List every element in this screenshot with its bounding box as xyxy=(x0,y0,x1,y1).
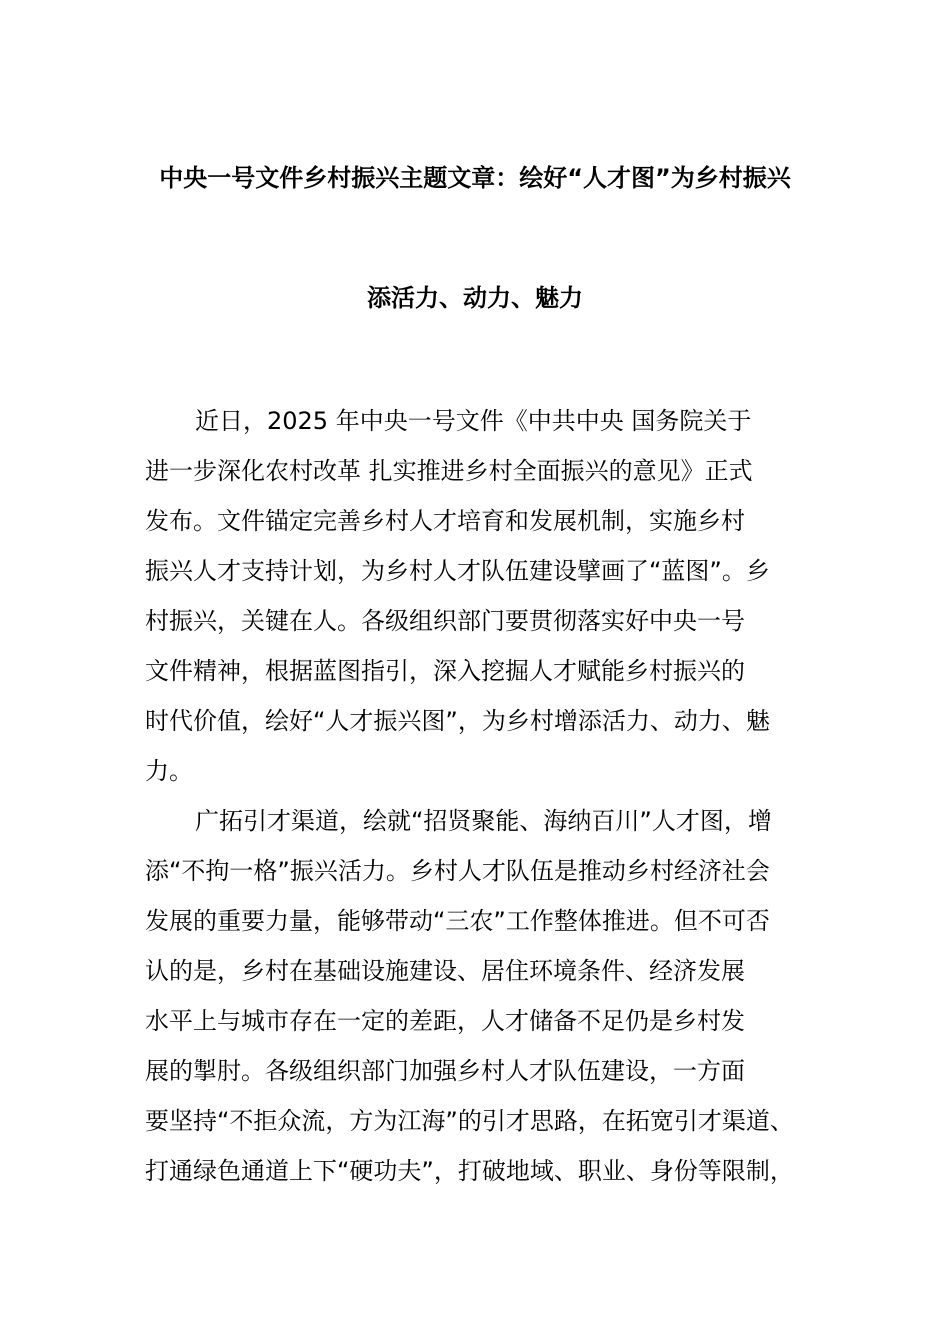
paragraph-line: 打通绿色通道上下“硬功夫”，打破地域、职业、身份等限制， xyxy=(145,1157,794,1185)
document-title-line-1: 中央一号文件乡村振兴主题文章：绘好“人才图”为乡村振兴 xyxy=(159,164,791,192)
paragraph-1 xyxy=(145,396,815,796)
paragraph-line: 广拓引才渠道，绘就“招贤聚能、海纳百川”人才图，增 xyxy=(195,807,772,835)
paragraph-line: 认的是，乡村在基础设施建设、居住环境条件、经济发展 xyxy=(145,957,745,985)
paragraph-line: 进一步深化农村改革 扎实推进乡村全面振兴的意见》正式 xyxy=(145,457,753,485)
document-title-line-2: 添活力、动力、魅力 xyxy=(367,284,583,312)
paragraph-line: 发展的重要力量，能够带动“三农”工作整体推进。但不可否 xyxy=(145,907,770,935)
paragraph-line: 时代价值，绘好“人才振兴图”，为乡村增添活力、动力、魅 xyxy=(145,707,770,735)
paragraph-line: 发布。文件锚定完善乡村人才培育和发展机制，实施乡村 xyxy=(145,507,745,535)
paragraph-line: 村振兴，关键在人。各级组织部门要贯彻落实好中央一号 xyxy=(145,607,745,635)
paragraph-line: 展的掣肘。各级组织部门加强乡村人才队伍建设，一方面 xyxy=(145,1057,745,1085)
paragraph-line: 水平上与城市存在一定的差距，人才储备不足仍是乡村发 xyxy=(145,1007,745,1035)
paragraph-line: 近日，2025 年中央一号文件《中共中央 国务院关于 xyxy=(195,407,752,435)
paragraph-line: 要坚持“不拒众流，方为江海”的引才思路，在拓宽引才渠道、 xyxy=(145,1107,794,1135)
paragraph-2 xyxy=(145,796,815,1196)
paragraph-line: 添“不拘一格”振兴活力。乡村人才队伍是推动乡村经济社会 xyxy=(145,857,770,885)
paragraph-line: 文件精神，根据蓝图指引，深入挖掘人才赋能乡村振兴的 xyxy=(145,657,745,685)
paragraph-line: 力。 xyxy=(145,757,193,785)
paragraph-line: 振兴人才支持计划，为乡村人才队伍建设擘画了“蓝图”。乡 xyxy=(145,557,770,585)
